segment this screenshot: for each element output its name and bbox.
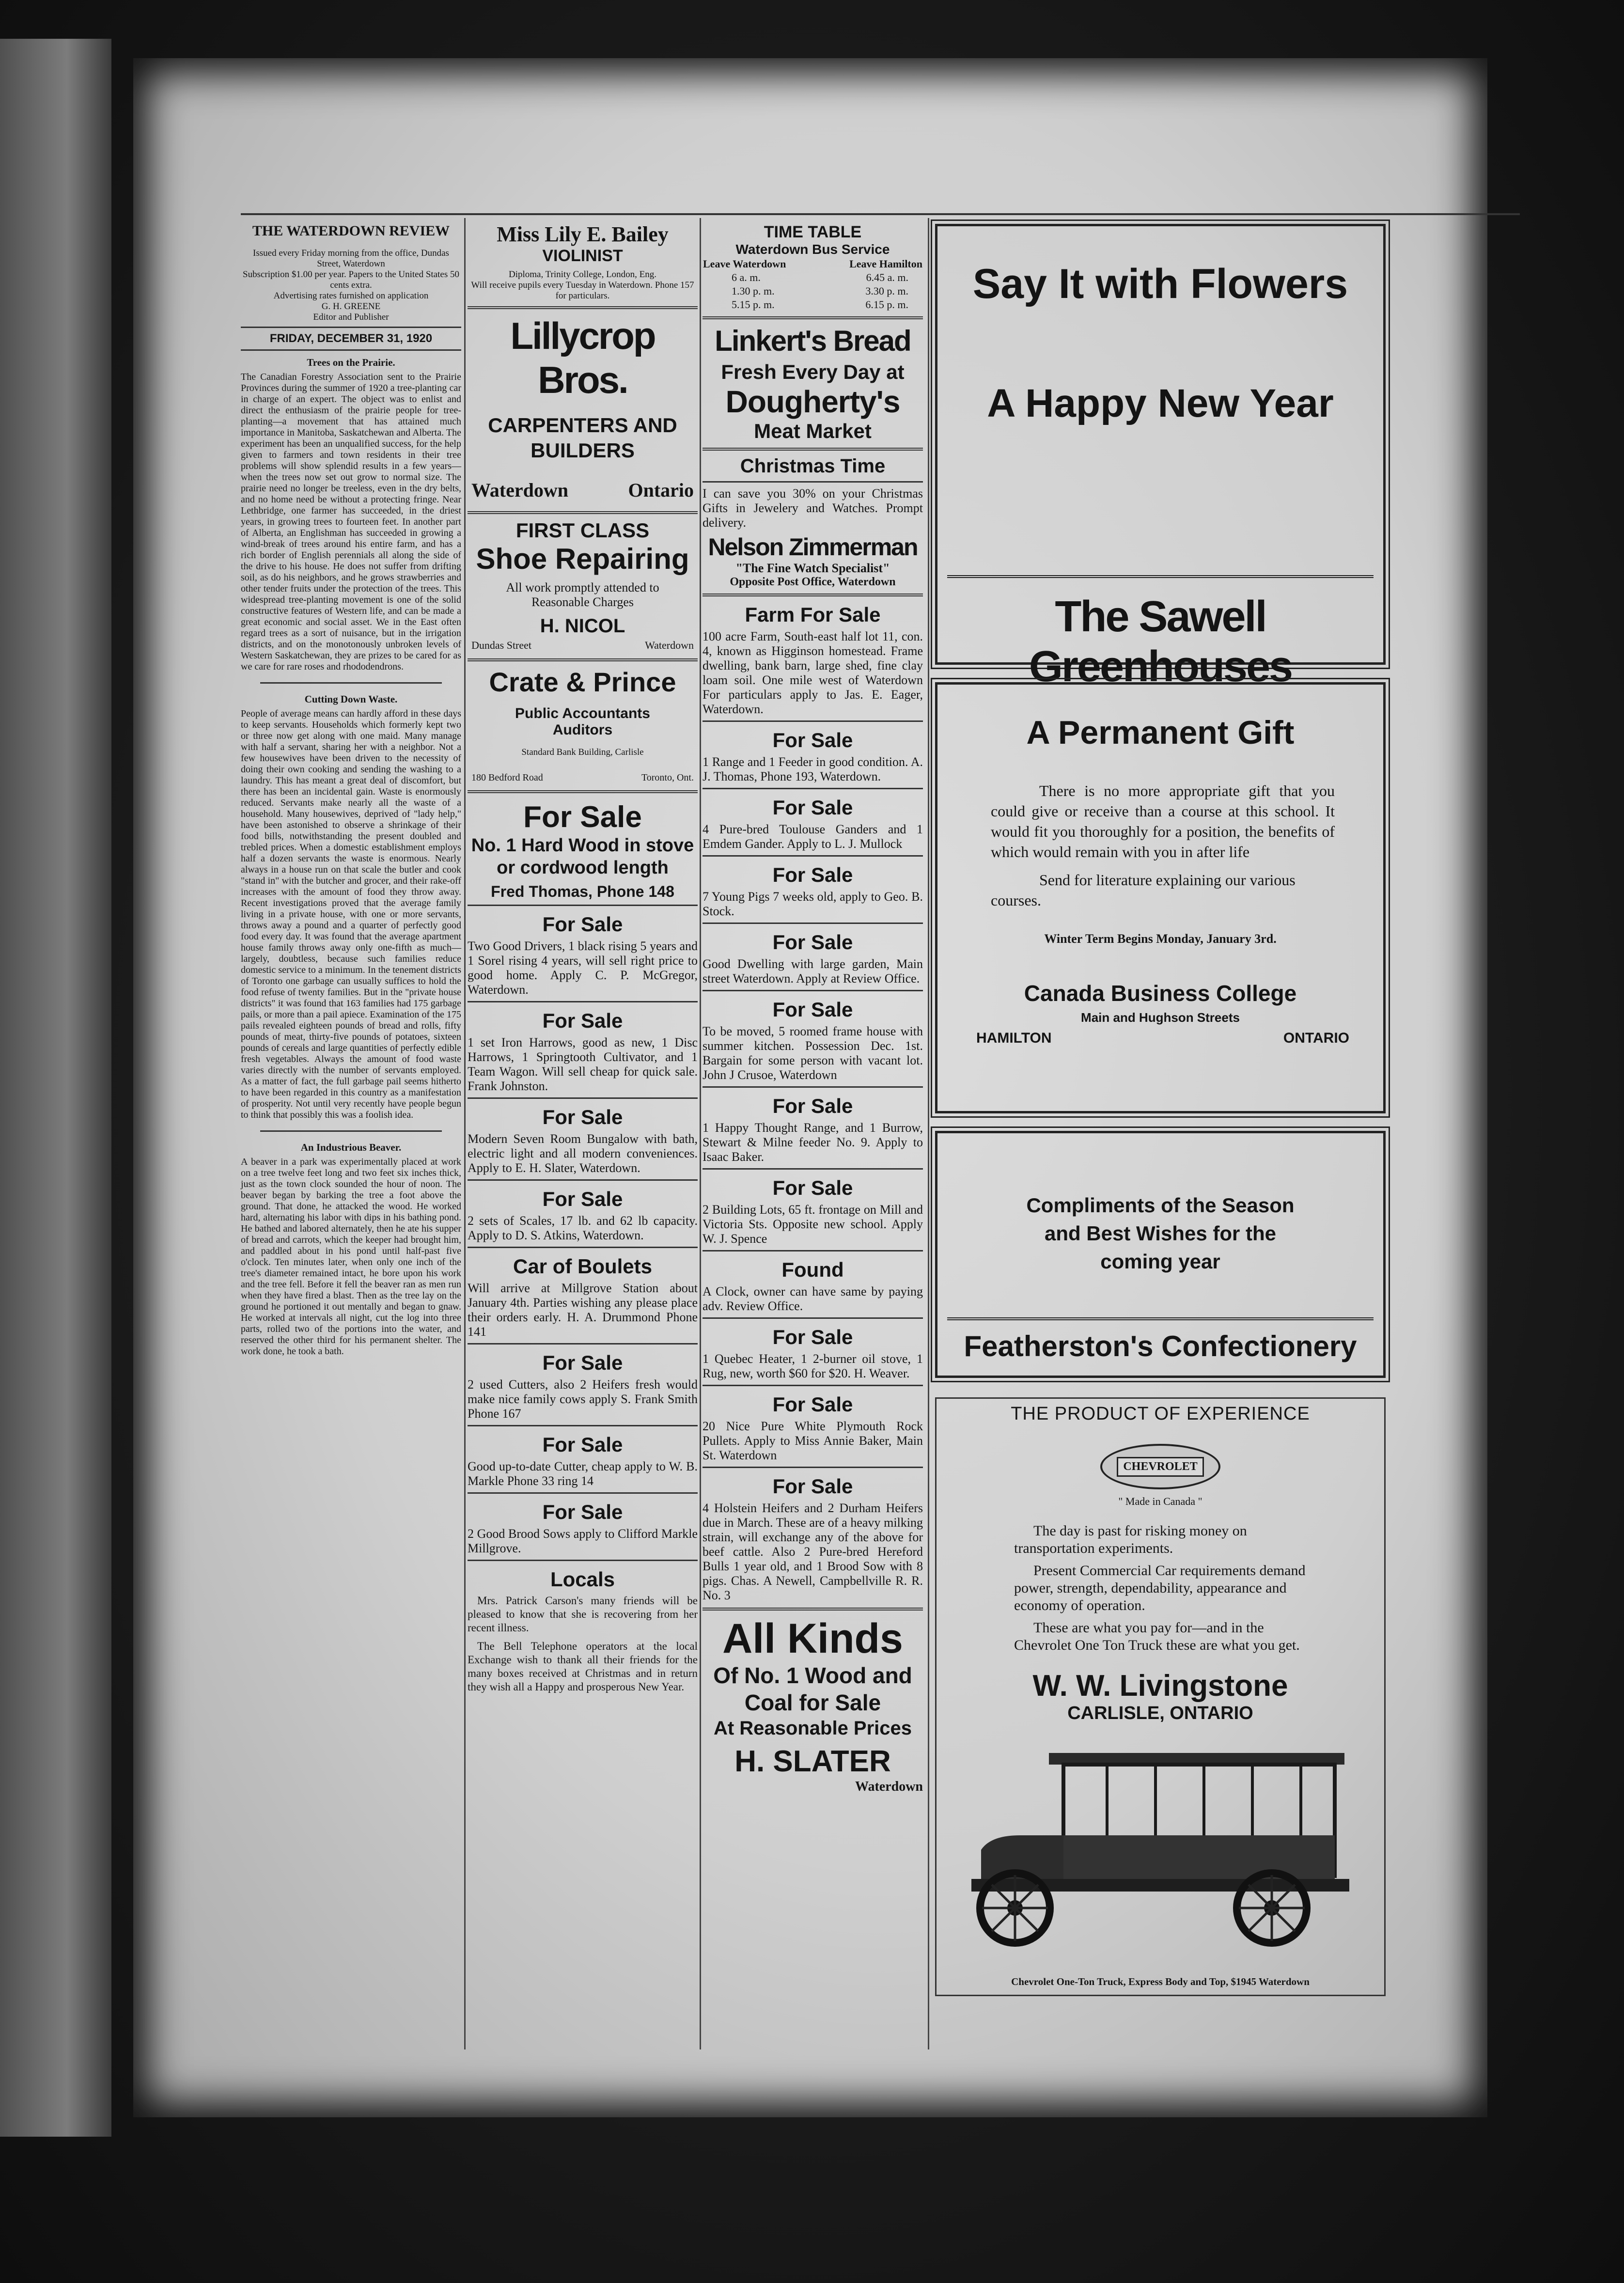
nicol-address: Dundas Street Waterdown (471, 639, 694, 651)
crate-line: Standard Bank Building, Carlisle (521, 747, 644, 757)
ad-heading: For Sale (772, 1326, 853, 1348)
divider (468, 511, 698, 514)
ad-text: 2 sets of Scales, 17 lb. and 62 lb capacity. Apply to D. S. Atkins, Waterdown. (468, 1214, 698, 1242)
nicol-line: FIRST CLASS (515, 519, 650, 542)
slater-line: At Reasonable Prices (713, 1718, 912, 1739)
dealer-name: W. W. Livingstone (1032, 1669, 1288, 1703)
ad-text: 1 Range and 1 Feeder in good condition. A. J. Thomas, Phone 193, Waterdown. (703, 755, 923, 783)
timetable-header: Leave Hamilton (849, 258, 922, 270)
bailey-details: Diploma, Trinity College, London, Eng. Will receive pupils every Tuesday in Waterdown. Phone 157 for particulars. (471, 269, 694, 301)
chevrolet-text: The day is past for risking money on transportation experiments. (1014, 1523, 1247, 1556)
linkert-line: Meat Market (754, 420, 872, 442)
divider (468, 306, 698, 309)
ad-text: 2 used Cutters, also 2 Heifers fresh would make nice family cows apply S. Frank Smith Phone 167 (468, 1377, 698, 1421)
college-city: HAMILTON ONTARIO (976, 1030, 1349, 1046)
ad-text: A Clock, owner can have same by paying adv. Review Office. (703, 1284, 923, 1313)
nicol-line: Reasonable Charges (531, 595, 634, 609)
ad-heading: For Sale (772, 1095, 853, 1117)
divider (703, 923, 923, 924)
divider (703, 1250, 923, 1251)
ad-text: 100 acre Farm, South-east half lot 11, con. 4, known as Higginson homestead. Frame dwelling, bank barn, large shed, fine clay loam soil. One mile west of Waterdown For particulars apply to Jas. E. Eager, Waterdown. (703, 629, 923, 716)
thomas-line: No. 1 Hard Wood in stove or cordwood length (471, 835, 694, 878)
top-rule (241, 213, 1520, 215)
timetable-subtitle: Waterdown Bus Service (735, 242, 890, 257)
ad-heading: For Sale (542, 1351, 623, 1374)
featherston-line: and Best Wishes for the (1044, 1222, 1277, 1245)
divider (468, 1247, 698, 1248)
sawell-name: The Sawell Greenhouses (1029, 593, 1292, 691)
slater-line: Coal for Sale (744, 1690, 881, 1715)
divider (260, 682, 442, 684)
college-address: Main and Hughson Streets (1081, 1010, 1240, 1025)
divider (260, 1130, 442, 1132)
featherston-line: Compliments of the Season (1026, 1194, 1295, 1217)
zimmerman-name: Nelson Zimmerman (708, 533, 918, 561)
ad-text: Modern Seven Room Bungalow with bath, electric light and all modern conveniences. Apply to E. H. Slater, Waterdown. (468, 1132, 698, 1175)
ad-heading: For Sale (772, 998, 853, 1021)
ad-heading: For Sale (772, 796, 853, 819)
ad-heading: For Sale (772, 729, 853, 751)
college-text: Send for literature explaining our various courses. (991, 871, 1296, 909)
featherston-line: coming year (1100, 1250, 1220, 1273)
ad-heading: For Sale (542, 1188, 623, 1210)
ad-text: Will arrive at Millgrove Station about January 4th. Parties wishing any please place their orders early. H. A. Drummond Phone 141 (468, 1281, 698, 1339)
locals-heading: Locals (550, 1568, 615, 1591)
crate-address: 180 Bedford Road Toronto, Ont. (471, 772, 694, 783)
divider (241, 349, 461, 351)
chevrolet-text: Present Commercial Car requirements demand power, strength, dependability, appearance and economy of operation. (1014, 1563, 1306, 1613)
local-item: Mrs. Patrick Carson's many friends will be pleased to know that she is recovering from her recent illness. (468, 1595, 698, 1634)
linkert-line: Fresh Every Day at (721, 360, 905, 383)
divider (703, 1168, 923, 1170)
column-rule (928, 218, 929, 2049)
ad-text: 4 Holstein Heifers and 2 Durham Heifers due in March. These are of a heavy milking strain, will exchange any of the above for beef cattle. Also 2 Pure-bred Hereford Bulls 1 year old, and 1 Brood Sow with 8 pigs. Chas. A Newell, Campbellville R. R. No. 3 (703, 1501, 923, 1602)
thomas-head: For Sale (523, 800, 642, 834)
divider (703, 594, 923, 596)
dateline: FRIDAY, DECEMBER 31, 1920 (269, 332, 433, 345)
article-body: The Canadian Forestry Association sent to the Prairie Provinces during the summer of 1920 a tree-planting car in charge of an expert. The object was to enlist and direct the enthusiasm of the prairie people for tree-planting—a movement that has attained much importance in Manitoba, Saskatchewan and Alberta. The experiment has been an unqualified success, for the help given to farmers and town residents in their tree problems will show splendid results in a few years—when the trees now set out grow to normal size. The prairie need no longer be treeless, even in the dry belts, and no home need be without a protecting fringe. Near Lethbridge, one farmer has succeeded, in the driest years, in growing trees to fourteen feet. In another part of Alberta, an Englishman has succeeded in growing a wind-break of trees around his entire farm, and has a rich border of English perennials all along the side of the drive to his house. He does not suffer from drifting soil, as do his neighbors, and he grows strawberries and other tender fruits under the protection of the trees. This widespread tree-planting movement is one of the solid constructive features of Western life, and can be made a great economic and social asset. We in the East often regard trees as a sort of nuisance, but in the irrigation districts, and on the monotonously unbroken levels of Western Saskatchewan, they are prizes to be cared for as we care for rare roses and rhododendrons. (241, 372, 461, 672)
college-name: Canada Business College (1024, 981, 1297, 1006)
divider (703, 1385, 923, 1386)
zimmerman-address: Opposite Post Office, Waterdown (730, 576, 896, 588)
article-heading: An Industrious Beaver. (300, 1142, 402, 1153)
adjacent-page-edge (0, 39, 111, 2137)
column-rule (464, 218, 466, 2049)
sawell-slogan: Say It with Flowers (972, 261, 1348, 307)
ad-heading: For Sale (542, 913, 623, 936)
sawell-ad (935, 224, 1386, 691)
divider (947, 1317, 1374, 1320)
divider (703, 448, 923, 451)
masthead-info: Issued every Friday morning from the office, Dundas Street, Waterdown Subscription $1.00 per year. Papers to the United States 50 cents extra. Advertising rates furnished on application G. H. GREENE Editor and Publisher (243, 248, 459, 322)
ad-heading: For Sale (772, 931, 853, 954)
divider (468, 1179, 698, 1181)
divider (703, 1317, 923, 1319)
divider (468, 905, 698, 906)
chevrolet-made: " Made in Canada " (1118, 1495, 1202, 1507)
divider (703, 1467, 923, 1468)
timetable-header: Leave Waterdown (703, 258, 786, 270)
linkert-line: Linkert's Bread (715, 325, 911, 357)
lillycrop-name: Lillycrop Bros. (510, 314, 655, 401)
column-4 (935, 218, 1386, 1996)
chevrolet-text: These are what you pay for—and in the Chevrolet One Ton Truck these are what you get. (1014, 1620, 1300, 1653)
crate-line: Auditors (552, 722, 613, 738)
zimmerman-head: Christmas Time (740, 455, 886, 477)
ad-text: Two Good Drivers, 1 black rising 5 years and 1 Sorel rising 4 years, will sell right price to good home. Apply C. P. McGregor, Waterdown. (468, 939, 698, 997)
thomas-line: Fred Thomas, Phone 148 (491, 883, 674, 900)
bailey-name: Miss Lily E. Bailey (497, 222, 669, 246)
slater-line: All Kinds (722, 1615, 903, 1662)
zimmerman-slogan: "The Fine Watch Specialist" (735, 561, 890, 575)
column-rule (700, 218, 701, 2049)
ad-heading: For Sale (772, 1475, 853, 1498)
divider (468, 1097, 698, 1099)
nicol-name: H. NICOL (540, 615, 625, 637)
college-term: Winter Term Begins Monday, January 3rd. (1044, 932, 1277, 946)
nicol-headline: Shoe Repairing (476, 543, 689, 575)
nicol-line: All work promptly attended to (506, 580, 659, 594)
ad-text: Good up-to-date Cutter, cheap apply to W. B. Markle Phone 33 ring 14 (468, 1459, 698, 1488)
divider (703, 1608, 923, 1611)
linkert-line: Dougherty's (725, 384, 900, 419)
timetable (703, 257, 923, 312)
featherston-name: Featherston's Confectionery (964, 1330, 1357, 1362)
crate-name: Crate & Prince (489, 667, 676, 697)
slater-name: H. SLATER (734, 1745, 891, 1778)
article-heading: Trees on the Prairie. (307, 357, 395, 368)
divider (241, 327, 461, 328)
divider (468, 1343, 698, 1345)
divider (703, 990, 923, 991)
ad-heading: Found (781, 1258, 844, 1281)
ad-heading: Car of Boulets (513, 1255, 653, 1278)
timetable-row: 1.30 p. m. 3.30 p. m. (732, 285, 908, 297)
ad-heading: For Sale (542, 1106, 623, 1128)
divider (947, 575, 1374, 578)
ad-heading: Farm For Sale (745, 603, 881, 626)
ad-text: 7 Young Pigs 7 weeks old, apply to Geo. B. Stock. (703, 890, 923, 918)
ad-text: 1 set Iron Harrows, good as new, 1 Disc Harrows, 1 Springtooth Cultivator, and 1 Team Wagon. Will sell cheap for quick sale. Frank Johnston. (468, 1035, 698, 1093)
chevrolet-ad (935, 1397, 1386, 1996)
divider (703, 855, 923, 857)
dealer-town: CARLISLE, ONTARIO (1067, 1703, 1253, 1723)
divider (468, 1001, 698, 1002)
ad-text: Good Dwelling with large garden, Main street Waterdown. Apply at Review Office. (703, 957, 923, 985)
divider (703, 481, 923, 483)
bailey-role: VIOLINIST (542, 247, 623, 265)
divider (703, 788, 923, 789)
chevrolet-logo: CHEVROLET (1100, 1444, 1220, 1489)
divider (703, 720, 923, 722)
article-body: A beaver in a park was experimentally placed at work on a tree twelve feet long and two feet six inches thick, just as the town clock sounded the hour of noon. The beaver began by barking the tree a foot above the ground. That done, he attacked the wood. He worked hard, alternating his labor with dips in his bathing pond. He bathed and labored alternately, then he ate his supper of bread and carrots, which the keeper had brought him, and paddled about in his pond until half-past five o'clock. Ten minutes later, when only one inch of the tree's diameter remained intact, he bore upon his work and the tree fell. Before it fell the beaver ran as men run when they have fired a blast. Then as the tree lay on the ground he portioned it out mentally and began to gnaw. He worked at intervals all night, cut the log into three parts, rolled two of the portions into the water, and reserved the other third for his permanent shelter. The work done, he took a bath. (241, 1157, 461, 1357)
timetable-title: TIME TABLE (764, 223, 862, 241)
lillycrop-trade: CARPENTERS AND BUILDERS (488, 414, 677, 462)
divider (703, 1086, 923, 1088)
ad-text: To be moved, 5 roomed frame house with summer kitchen. Possession Dec. 1st. Bargain for some person with vacant lot. John J Crusoe, Waterdown (703, 1024, 923, 1082)
divider (468, 1492, 698, 1494)
featherston-ad (935, 1131, 1386, 1378)
crate-line: Public Accountants (515, 705, 650, 721)
column-3 (703, 218, 923, 1795)
ad-text: 1 Happy Thought Range, and 1 Burrow, Stewart & Milne feeder No. 9. Apply to Isaac Baker. (703, 1121, 923, 1164)
masthead-title: THE WATERDOWN REVIEW (252, 223, 450, 239)
timetable-row: 6 a. m. 6.45 a. m. (732, 271, 908, 283)
ad-heading: For Sale (542, 1501, 623, 1523)
column-2 (468, 218, 698, 1694)
article-heading: Cutting Down Waste. (304, 693, 398, 705)
sawell-greeting: A Happy New Year (987, 381, 1334, 425)
ad-text: 2 Good Brood Sows apply to Clifford Markle Millgrove. (468, 1527, 698, 1555)
chevrolet-title: THE PRODUCT OF EXPERIENCE (1011, 1404, 1310, 1424)
ad-text: 1 Quebec Heater, 1 2-burner oil stove, 1 Rug, new, worth $60 for $20. H. Weaver. (703, 1352, 923, 1380)
ad-heading: For Sale (542, 1009, 623, 1032)
ad-text: 4 Pure-bred Toulouse Ganders and 1 Emdem Gander. Apply to L. J. Mullock (703, 822, 923, 851)
divider (468, 658, 698, 661)
newspaper-page (133, 58, 1487, 2117)
ad-text: 2 Building Lots, 65 ft. frontage on Mill and Victoria Sts. Opposite new school. Apply W. J. Spence (703, 1203, 923, 1246)
college-ad (935, 682, 1386, 1113)
divider (468, 1425, 698, 1426)
slater-town: Waterdown (855, 1779, 923, 1794)
timetable-row: 5.15 p. m. 6.15 p. m. (732, 298, 908, 311)
column-1 (241, 218, 461, 1357)
truck-illustration (937, 1738, 1384, 1956)
divider (468, 790, 698, 793)
ad-heading: For Sale (542, 1433, 623, 1456)
slater-line: Of No. 1 Wood and (713, 1663, 912, 1688)
zimmerman-text: I can save you 30% on your Christmas Gifts in Jewelery and Watches. Prompt delivery. (703, 486, 923, 530)
local-item: The Bell Telephone operators at the local Exchange wish to thank all their friends for the many boxes received at Christmas and in return they wish all a Happy and prosperous New Year. (468, 1640, 698, 1693)
college-text: There is no more appropriate gift that you could give or receive than a course at this school. It would fit you thoroughly for a position, the benefits of which would remain with you in after life (991, 782, 1335, 860)
divider (703, 316, 923, 319)
college-title: A Permanent Gift (1026, 714, 1295, 751)
ad-heading: For Sale (772, 1176, 853, 1199)
lillycrop-location: Waterdown Ontario (471, 479, 694, 501)
ad-heading: For Sale (772, 1393, 853, 1416)
truck-icon (962, 1738, 1359, 1956)
ad-text: 20 Nice Pure White Plymouth Rock Pullets. Apply to Miss Annie Baker, Main St. Waterdown (703, 1419, 923, 1462)
ad-heading: For Sale (772, 863, 853, 886)
truck-caption: Chevrolet One-Ton Truck, Express Body and Top, $1945 Waterdown (1011, 1976, 1310, 1987)
divider (468, 1560, 698, 1561)
article-body: People of average means can hardly afford in these days to keep servants. Households which formerly kept two or three now get along with one maid. Many manage with half a servant, sharing her with a neighbor. Not a few housewives have been driven to the necessity of doing their own cooking and sending the washing to a laundry. This has meant a great deal of discomfort, but there has been an incidental gain. Waste is enormously reduced. Servants make nearly all the waste of a household. Many housewives, deprived of "lady help," have been astonished to observe a shrinkage of their food bills, notwithstanding the present doubled and trebled prices. When a domestic establishment employs half a dozen servants the waste is enormous. Nearly always in a house run on that scale the butler and cook "stand in" with the butcher and grocer, and their rake-off increases with the amount of food they throw away. Recent investigations proved that the average family living in a private house, with one or more servants, throws away a pound and a quarter of perfectly good food every day. It was found that the average apartment house family throws away only one-fifth as much—largely, doubtless, because such families reduce domestic service to a minimum. In the tenement districts of Toronto one garbage can usually suffices to hold the food refuse of twenty families. But in the "private house districts" it was found that 163 families had 175 garbage pails, or more than a pail apiece. Examination of the 175 pails revealed eighteen pounds of bread and rolls, fifty pounds of meat, thirty-five pounds of potatoes, sixteen pounds of cereals and large quantities of perfectly edible fresh vegetables. Always the amount of food waste varies directly with the number of servants employed. As a matter of fact, the full garbage pail seems hitherto to have been regarded in this country as a manifestation of prosperity. Not until very recently have people begun to think that possibly this was a foolish idea. (241, 708, 461, 1120)
